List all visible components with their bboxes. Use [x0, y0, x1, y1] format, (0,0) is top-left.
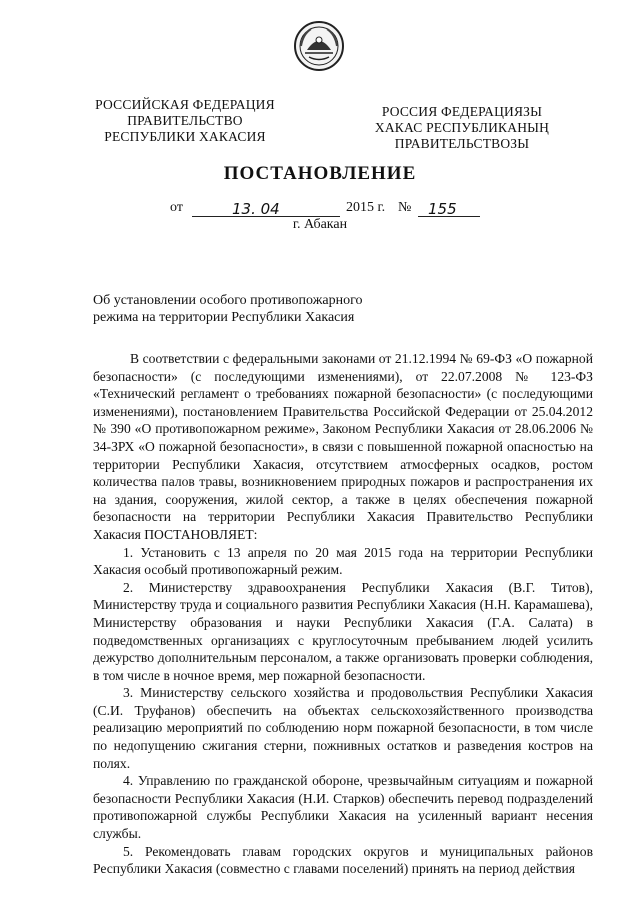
handwritten-number: 155 — [428, 200, 457, 218]
clause-paragraph-1: 1. Установить с 13 апреля по 20 мая 2015 года на территории Республики Хакасия особый противопожарный режим. — [93, 544, 593, 578]
subject-line: Об установлении особого противопожарного — [93, 293, 363, 308]
header-right-line: ПРАВИТЕЛЬСТВОЗЫ — [394, 136, 530, 151]
clause-paragraph-2: 2. Министерству здравоохранения Республики Хакасия (В.Г. Титов), Министерству труда и социального развития Республики Хакасия (Н.Н. Карамашева), Министерству образования и науки Республики Хакасия (Г.А. Салата) в подведомственных организациях с круглосуточным пребыванием людей усилить дежурство дополнительным персоналом, а также организовать проверки соблюдения, в том числе в ночное время, мер пожарной безопасности. — [93, 579, 593, 683]
handwritten-date: 13. 04 — [232, 200, 280, 218]
header-left-line: РЕСПУБЛИКИ ХАКАСИЯ — [104, 129, 266, 144]
clause-paragraph-5: 5. Рекомендовать главам городских округов и муниципальных районов Республики Хакасия (совместно с главами поселений) принять на период действия — [93, 843, 593, 877]
preamble-paragraph: В соответствии с федеральными законами от 21.12.1994 № 69-ФЗ «О пожарной безопасности» (с последующими изменениями), от 22.07.2008 № 123-ФЗ «Технический регламент о требованиях пожарной безопасности» (с последующими изменениями), постановлением Правительства Российской Федерации от 25.04.2012 № 390 «О противопожарном режиме», Законом Республики Хакасия от 28.06.2006 № 34-ЗРХ «О пожарной безопасности», в связи с повышенной пожарной опасностью на территории Республики Хакасия, отсутствием атмосферных осадков, ростом количества палов травы, возникновением природных пожаров и распространения их на здания, сооружения, жилой сектор, а также в целях обеспечения пожарной безопасности на территории Республики Хакасия Правительство Республики Хакасия ПОСТАНОВЛЯЕТ: — [93, 351, 593, 542]
date-prefix: от — [170, 200, 183, 215]
document-subject — [93, 292, 393, 326]
subject-line: режима на территории Республики Хакасия — [93, 310, 355, 325]
year-text: 2015 г. — [346, 200, 386, 215]
number-prefix: № — [398, 200, 412, 215]
clause-paragraph-3: 3. Министерству сельского хозяйства и продовольствия Республики Хакасия (С.И. Труфанов) обеспечить на объектах сельскохозяйственного производства реализацию мероприятий по соблюдению норм пожарной безопасности, в том числе по недопущению сжигания стерни, пожнивных остатков и разведения костров на полях. — [93, 685, 593, 771]
document-body — [93, 350, 593, 878]
clause-paragraph-4: 4. Управлению по гражданской обороне, чрезвычайным ситуациям и пожарной безопасности Республики Хакасия (Н.И. Старков) обеспечить перевод подразделений противопожарной службы Республики Хакасия на усиленный вариант несения службы. — [93, 773, 593, 842]
header-right-line: ХАКАС РЕСПУБЛИКАНЫҢ — [374, 120, 550, 135]
header-right-line: РОССИЯ ФЕДЕРАЦИЯЗЫ — [381, 104, 543, 119]
header-left-line: РОССИЙСКАЯ ФЕДЕРАЦИЯ — [95, 97, 275, 112]
document-title: ПОСТАНОВЛЕНИЕ — [223, 163, 417, 184]
coat-of-arms-icon — [293, 20, 345, 72]
header-left — [80, 97, 290, 145]
city-line: г. Абакан — [292, 217, 348, 232]
header-left-line: ПРАВИТЕЛЬСТВО — [127, 113, 243, 128]
header-right — [352, 104, 572, 152]
